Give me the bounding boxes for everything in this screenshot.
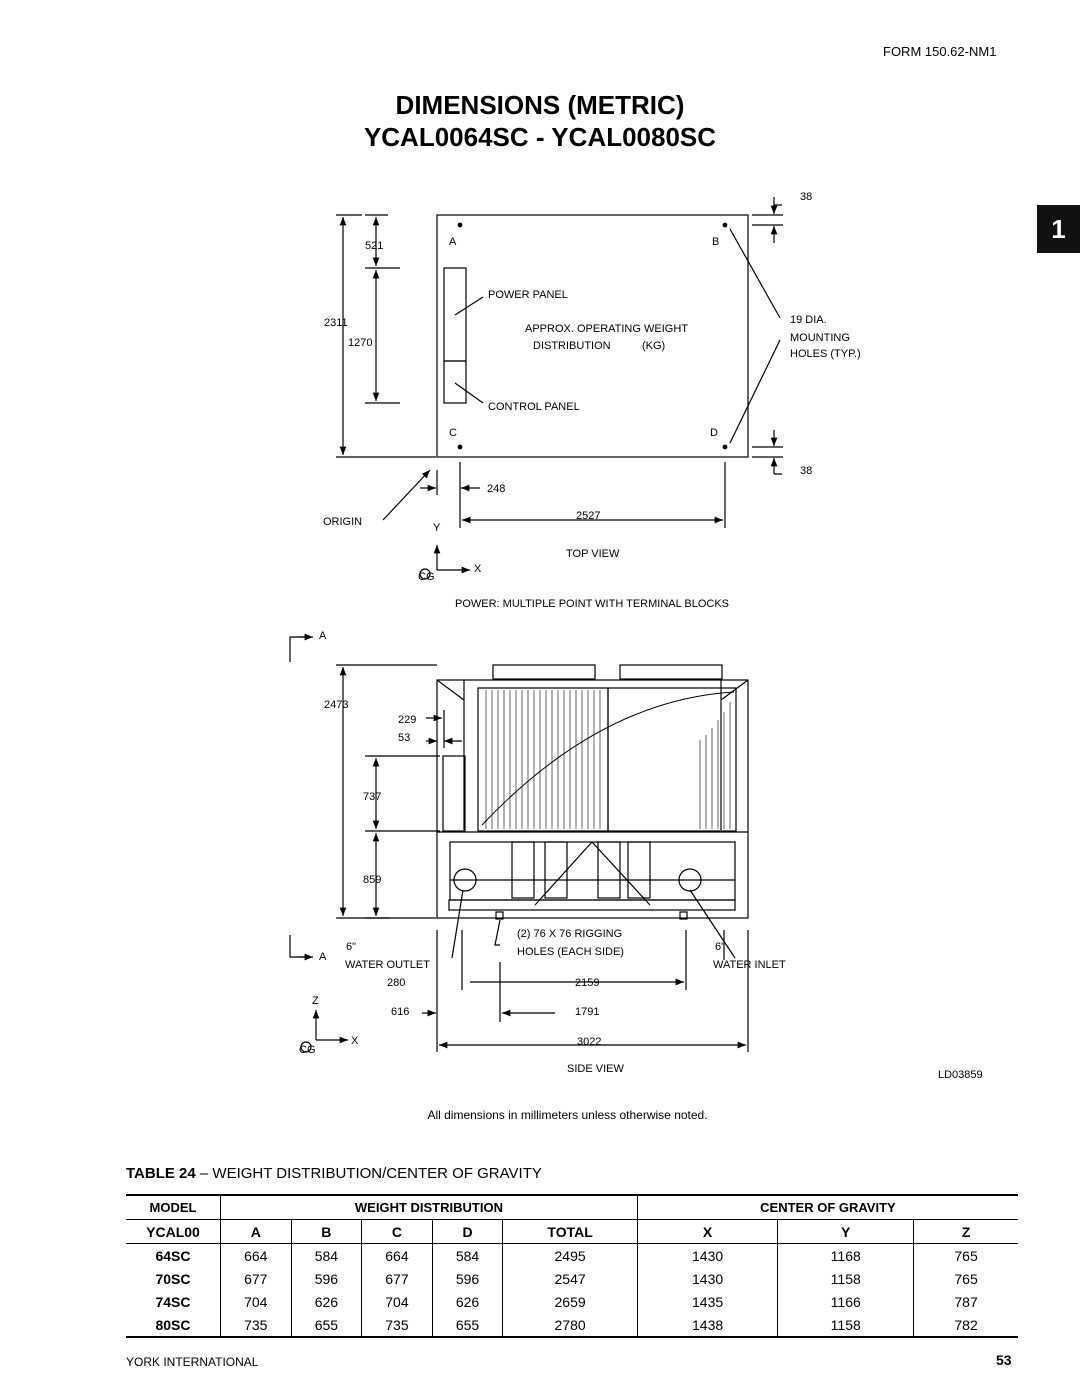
cell: 2659: [503, 1290, 638, 1313]
col-b: B: [291, 1220, 362, 1244]
cell: 704: [362, 1290, 433, 1313]
cell: 626: [432, 1290, 503, 1313]
cell: 2547: [503, 1267, 638, 1290]
cell: 1430: [637, 1267, 777, 1290]
dim-38-top: 38: [800, 191, 813, 203]
cell-model: 70SC: [155, 1270, 191, 1287]
cell: 2780: [503, 1313, 638, 1337]
cell: 1158: [778, 1313, 914, 1337]
corner-a: A: [449, 236, 457, 248]
section-a-top: A: [319, 630, 327, 642]
cell: 1435: [637, 1290, 777, 1313]
corner-b: B: [712, 236, 720, 248]
dim-248: 248: [487, 483, 506, 495]
cell: 655: [432, 1313, 503, 1337]
group-cog: CENTER OF GRAVITY: [637, 1195, 1018, 1220]
top-view-caption: TOP VIEW: [566, 548, 620, 560]
control-panel-shape: [444, 361, 466, 403]
page-title: DIMENSIONS (METRIC): [395, 90, 685, 120]
dim-6-left: 6": [346, 941, 357, 953]
cell: 655: [291, 1313, 362, 1337]
col-x: X: [637, 1220, 777, 1244]
axis-y-label: Y: [433, 522, 441, 534]
holes-label-1: 19 DIA.: [790, 314, 827, 326]
rigging-label-2: HOLES (EACH SIDE): [517, 946, 624, 958]
cell: 677: [221, 1267, 292, 1290]
side-view-caption: SIDE VIEW: [567, 1063, 624, 1075]
corner-c: C: [449, 427, 457, 439]
drawing-id: LD03859: [938, 1069, 983, 1081]
col-c: C: [362, 1220, 433, 1244]
axis-z-label: Z: [312, 995, 319, 1007]
group-model: MODEL: [126, 1195, 221, 1220]
cell-model: 64SC: [155, 1247, 191, 1264]
weight-unit: (KG): [642, 340, 666, 352]
cell: 2495: [503, 1244, 638, 1268]
cell: 1438: [637, 1313, 777, 1337]
weight-label-1: APPROX. OPERATING WEIGHT: [525, 323, 688, 335]
dim-521: 521: [365, 240, 384, 252]
weight-distribution-table: [126, 1194, 1018, 1338]
col-d: D: [432, 1220, 503, 1244]
dim-2311: 2311: [324, 317, 348, 329]
dim-280: 280: [387, 977, 406, 989]
section-tab: 1: [1037, 205, 1080, 253]
cell: 1430: [637, 1244, 777, 1268]
dim-737: 737: [363, 791, 382, 803]
dim-616: 616: [391, 1006, 410, 1018]
section-a-bottom: A: [319, 951, 327, 963]
cell: 626: [291, 1290, 362, 1313]
power-panel-label: POWER PANEL: [488, 289, 568, 301]
dim-2527: 2527: [576, 510, 601, 522]
col-model: YCAL00: [126, 1220, 221, 1244]
table-title: [126, 1165, 542, 1182]
cell: 584: [432, 1244, 503, 1268]
cell: 1166: [778, 1290, 914, 1313]
table-row: [126, 1267, 1018, 1290]
dim-2159: 2159: [575, 977, 600, 989]
col-total: TOTAL: [503, 1220, 638, 1244]
water-outlet-label: WATER OUTLET: [345, 959, 430, 971]
dim-6-right: 6": [715, 941, 726, 953]
table-column-header: [126, 1220, 1018, 1244]
rigging-label-1: (2) 76 X 76 RIGGING: [517, 928, 623, 940]
dim-229: 229: [398, 714, 417, 726]
axis-x-label-side: X: [351, 1035, 359, 1047]
units-note: All dimensions in millimeters unless otherwise noted.: [427, 1108, 708, 1122]
cell: 584: [291, 1244, 362, 1268]
cell: 735: [362, 1313, 433, 1337]
origin-label: ORIGIN: [323, 516, 363, 528]
col-a: A: [221, 1220, 292, 1244]
page-subtitle: YCAL0064SC - YCAL0080SC: [363, 122, 717, 152]
side-view: [290, 637, 748, 1052]
dim-3022: 3022: [577, 1036, 602, 1048]
cell: 787: [914, 1290, 1018, 1313]
dim-859: 859: [363, 874, 382, 886]
water-inlet-label: WATER INLET: [713, 959, 786, 971]
table-number: TABLE 24: [126, 1165, 196, 1182]
power-note: POWER: MULTIPLE POINT WITH TERMINAL BLOCKS: [455, 598, 730, 610]
cell: 765: [914, 1244, 1018, 1268]
cell-model: 80SC: [126, 1313, 221, 1337]
table-row: [126, 1290, 1018, 1313]
col-z: Z: [914, 1220, 1018, 1244]
cell: 677: [362, 1267, 433, 1290]
cg-symbol-side: CG: [299, 1044, 316, 1056]
table-row: [126, 1244, 1018, 1268]
cell: 735: [221, 1313, 292, 1337]
cell: 765: [914, 1267, 1018, 1290]
col-y: Y: [778, 1220, 914, 1244]
top-view-labels: [323, 191, 861, 610]
cell: 596: [432, 1267, 503, 1290]
corner-d: D: [710, 427, 718, 439]
table-row: [126, 1313, 1018, 1337]
cg-symbol: CG: [418, 571, 435, 583]
side-view-labels: [299, 630, 983, 1081]
control-panel-label: CONTROL PANEL: [488, 401, 580, 413]
cell-model: 74SC: [155, 1293, 191, 1310]
top-view: [336, 197, 783, 579]
dim-1791: 1791: [575, 1006, 600, 1018]
cell: 1158: [778, 1267, 914, 1290]
dim-38-bottom: 38: [800, 465, 813, 477]
page-number: 53: [996, 1352, 1012, 1368]
dim-1270: 1270: [348, 337, 373, 349]
cell: 664: [362, 1244, 433, 1268]
cell: 782: [914, 1313, 1018, 1337]
table-caption: – WEIGHT DISTRIBUTION/CENTER OF GRAVITY: [195, 1165, 542, 1182]
cell: 1168: [778, 1244, 914, 1268]
axis-x-label: X: [474, 563, 482, 575]
dim-53: 53: [398, 732, 411, 744]
table-group-header: [126, 1195, 1018, 1220]
dim-2473: 2473: [324, 699, 349, 711]
cell: 704: [221, 1290, 292, 1313]
group-weight: WEIGHT DISTRIBUTION: [221, 1195, 638, 1220]
form-number: FORM 150.62-NM1: [883, 44, 997, 59]
holes-label-3: HOLES (TYP.): [790, 348, 861, 360]
footer-company: YORK INTERNATIONAL: [126, 1355, 259, 1369]
holes-label-2: MOUNTING: [790, 332, 850, 344]
weight-label-2: DISTRIBUTION: [533, 340, 611, 352]
unit-outline-top: [437, 215, 748, 457]
cell: 664: [221, 1244, 292, 1268]
cell: 596: [291, 1267, 362, 1290]
